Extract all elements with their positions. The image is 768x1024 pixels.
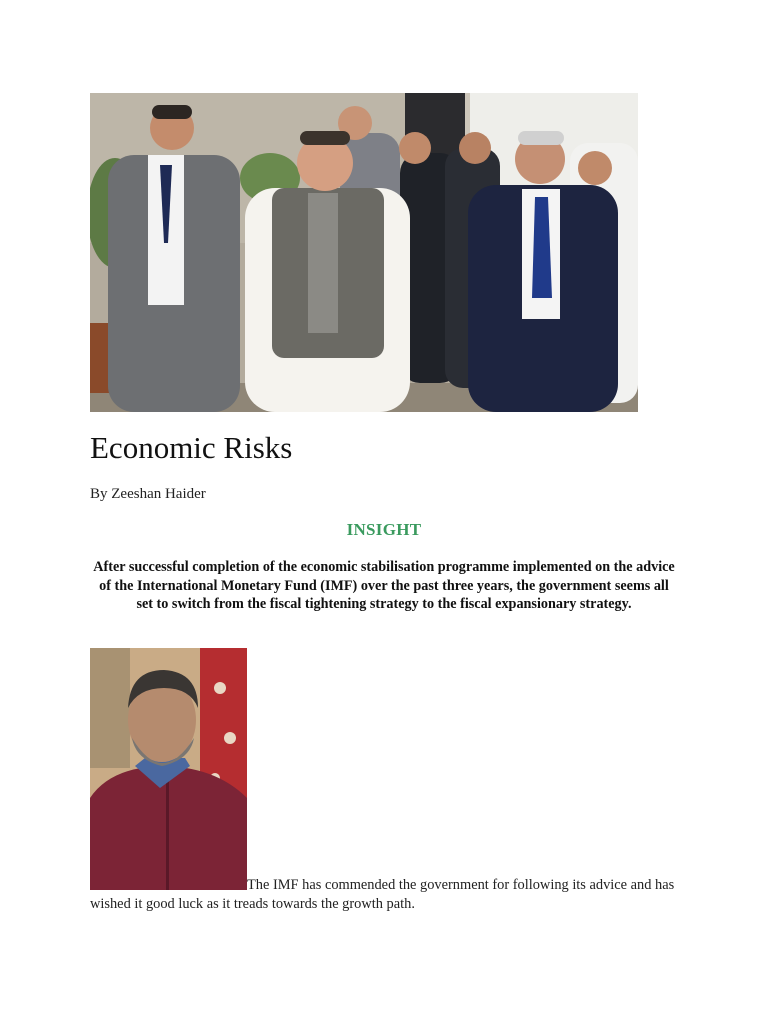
hero-photo: [90, 93, 638, 412]
headline: Economic Risks: [90, 430, 293, 465]
section-tag: INSIGHT: [346, 520, 422, 539]
byline: By Zeeshan Haider: [90, 486, 206, 502]
body-paragraph: The IMF has commended the government for following its advice and has wished it good luck as it treads towards the growth path.: [90, 877, 675, 912]
author-photo: [90, 648, 247, 890]
lead-paragraph: After successful completion of the economic stabilisation programme implemented on the advice of the International Monetary Fund (IMF) over the past three years, the government seems all set to switch from the fiscal tightening strategy to the fiscal expansionary strategy.: [93, 559, 675, 612]
